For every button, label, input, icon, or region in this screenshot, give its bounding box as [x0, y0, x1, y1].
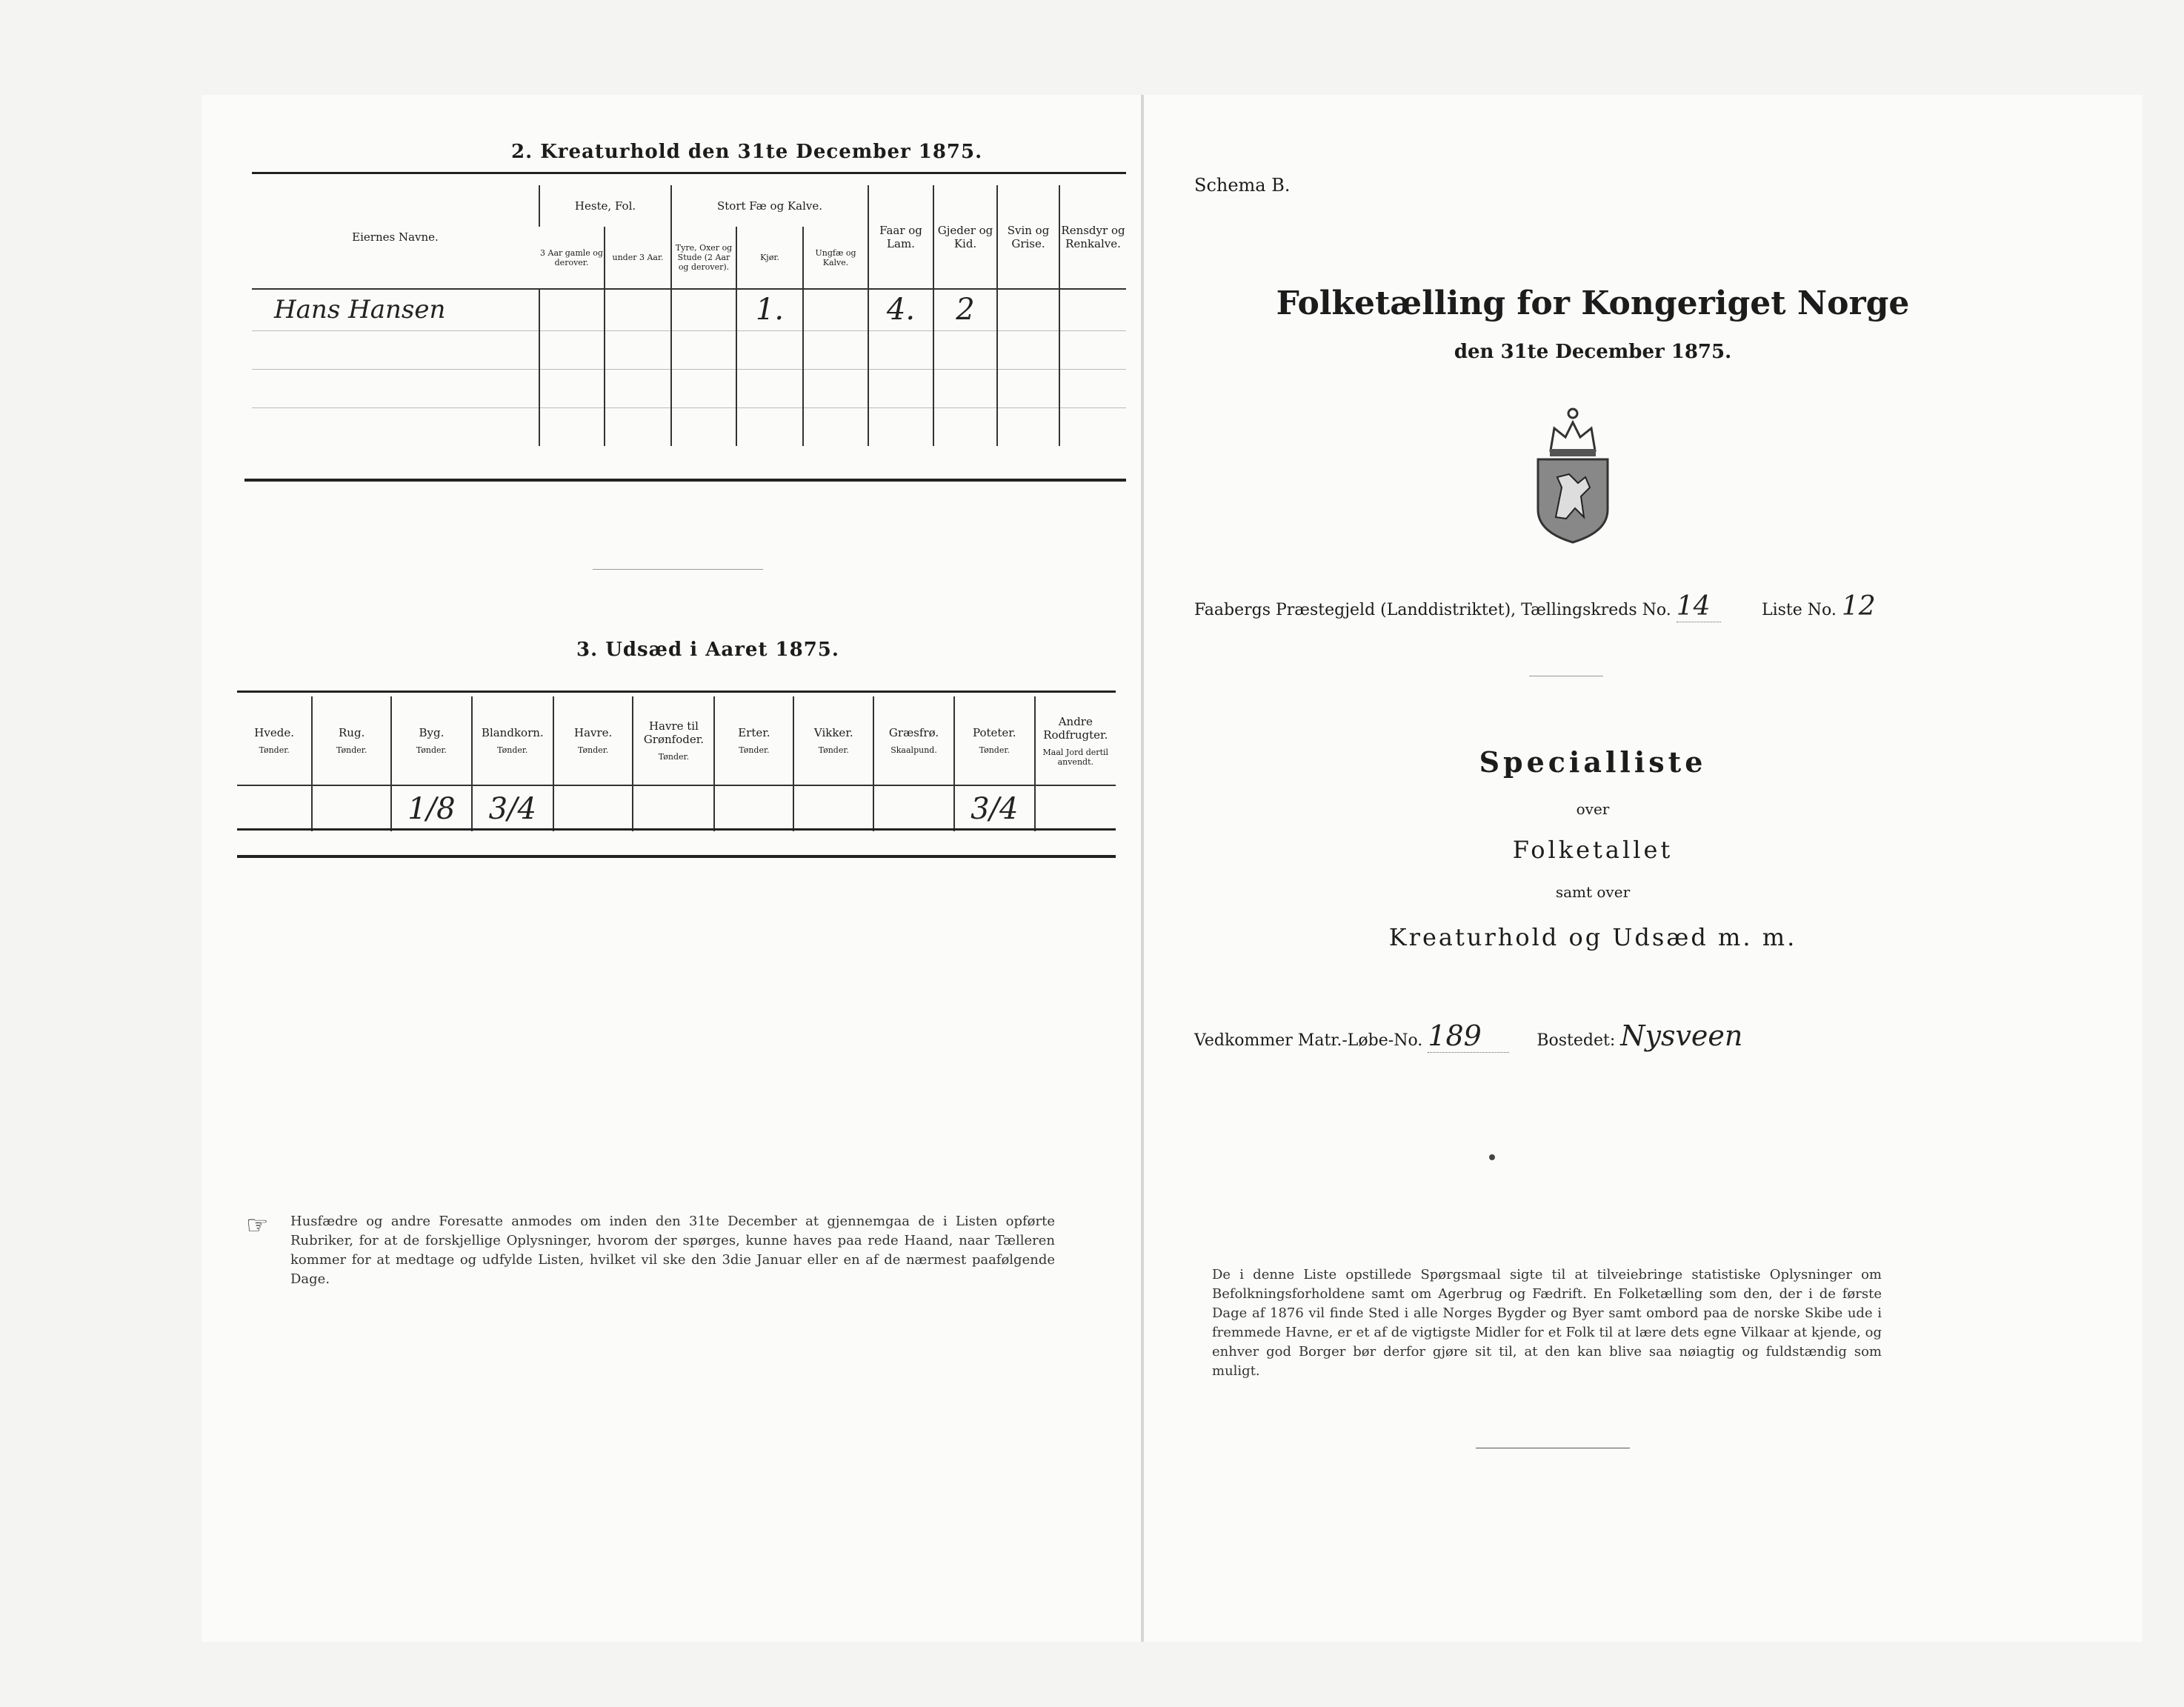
seed-crop-name: Erter.: [738, 726, 770, 739]
seed-crop-name: Poteter.: [972, 726, 1016, 739]
seed-value-1: [312, 785, 391, 831]
matr-number: 189: [1428, 1019, 1509, 1053]
seed-value-5: [633, 785, 714, 831]
matr-line: [1194, 1019, 1768, 1053]
seed-unit: Tønder.: [578, 745, 609, 755]
seed-crop-name: Hvede.: [254, 726, 294, 739]
seed-header-6: [714, 696, 793, 785]
main-title: Folketælling for Kongeriget Norge: [1276, 284, 1910, 322]
rensdyr-header: Rensdyr og Renkalve.: [1059, 185, 1126, 289]
over-text: over: [1576, 800, 1610, 818]
seed-table: [237, 696, 1116, 831]
list-label: Liste No.: [1762, 601, 1837, 619]
table3-mid-rule: [237, 828, 1116, 831]
gjeder-header: Gjeder og Kid.: [933, 185, 997, 289]
seed-header-1: [312, 696, 391, 785]
seed-header-9: [954, 696, 1035, 785]
census-date: den 31te December 1875.: [1454, 341, 1732, 363]
seed-value-8: [873, 785, 954, 831]
seed-crop-name: Andre Rodfrugter.: [1043, 714, 1108, 742]
kreaturhold-text: Kreaturhold og Udsæd m. m.: [1388, 923, 1797, 951]
right-page: [1142, 95, 2143, 1642]
bosted-value: Nysveen: [1620, 1019, 1743, 1052]
seed-unit: Tønder.: [259, 745, 290, 755]
gjeder-cell: 2: [933, 289, 997, 330]
stort-sub2: Kjør.: [736, 227, 803, 289]
seed-unit: Tønder.: [818, 745, 849, 755]
heste-header: Heste, Fol.: [539, 185, 671, 227]
list-line: [1762, 591, 1894, 622]
livestock-table: [252, 185, 1126, 446]
bosted-label: Bostedet:: [1537, 1031, 1616, 1050]
kjor-cell: 1.: [736, 289, 803, 330]
coat-of-arms-image: [1532, 406, 1614, 544]
seed-unit: Tønder.: [739, 745, 770, 755]
pointing-hand-icon: ☞: [246, 1211, 269, 1240]
separator-1: [593, 569, 763, 570]
seed-crop-name: Havre til Grønfoder.: [643, 719, 705, 746]
stortfae-header: Stort Fæ og Kalve.: [671, 185, 868, 227]
seed-value-0: [237, 785, 312, 831]
seed-unit: Skaalpund.: [890, 745, 937, 755]
seed-value-6: [714, 785, 793, 831]
table3-bottom-rule: [237, 855, 1116, 858]
seed-header-5: [633, 696, 714, 785]
table2-bottom-rule: [244, 479, 1126, 482]
seed-unit: Tønder.: [979, 745, 1010, 755]
district-line: [1194, 591, 1721, 622]
table2-top-rule: [252, 172, 1126, 174]
seed-crop-name: Græsfrø.: [888, 726, 939, 739]
seed-unit: Maal Jord dertil anvendt.: [1042, 747, 1109, 767]
seed-header-7: [793, 696, 873, 785]
folketallet-text: Folketallet: [1512, 836, 1674, 864]
seed-value-10: [1035, 785, 1116, 831]
seed-unit: Tønder.: [658, 752, 690, 762]
svin-header: Svin og Grise.: [997, 185, 1059, 289]
seed-header-8: [873, 696, 954, 785]
section3-title: 3. Udsæd i Aaret 1875.: [576, 639, 839, 661]
seed-crop-name: Havre.: [574, 726, 613, 739]
footnote: Husfædre og andre Foresatte anmodes om inden den 31te December at gjennemgaa de i Listen opførte Rubriker, for at de forskjellige Oplysninger, hvorom der spørges, kunne haves paa rede Haand, naar Tælleren kommer for at medtage og udfylde Listen, hvilket vil ske den 3die Januar eller en af de nærmest paafølgende Dage.: [290, 1214, 1055, 1287]
seed-value-3: 3/4: [472, 785, 553, 831]
seed-header-10: [1035, 696, 1116, 785]
section2-title: 2. Kreaturhold den 31te December 1875.: [511, 141, 983, 163]
samt-over-text: samt over: [1555, 883, 1631, 901]
seed-header-3: [472, 696, 553, 785]
stort-sub3: Ungfæ og Kalve.: [803, 227, 868, 289]
seed-value-9: 3/4: [954, 785, 1035, 831]
page-fold: [1141, 95, 1144, 1642]
seed-value-2: 1/8: [391, 785, 472, 831]
matr-label: Vedkommer Matr.-Løbe-No.: [1194, 1031, 1423, 1050]
list-number: 12: [1841, 591, 1876, 622]
seed-unit: Tønder.: [336, 745, 367, 755]
district-label: Faabergs Præstegjeld (Landdistriktet), Tællingskreds No.: [1194, 601, 1671, 619]
seed-unit: Tønder.: [497, 745, 528, 755]
table3-top-rule: [237, 691, 1116, 693]
seed-header-2: [391, 696, 472, 785]
owner-cell: Hans Hansen: [274, 295, 446, 325]
seed-value-4: [553, 785, 633, 831]
seed-value-7: [793, 785, 873, 831]
owner-header: Eiernes Navne.: [352, 230, 439, 244]
right-note: De i denne Liste opstillede Spørgsmaal sigte til at tilveiebringe statistiske Oplysninger om Befolkningsforholdene samt om Agerbrug og Fædrift. En Folketælling som den, der i de første Dage af 1876 vil finde Sted i alle Norges Bygder og Byer samt ombord paa de norske Skibe ude i fremmede Havne, er et af de vigtigste Midler for et Folk til at lære dets egne Vilkaar at kjende, og enhver god Borger bør derfor gjøre sit til, at den kan blive saa nøiagtig og fuldstændig som muligt.: [1212, 1267, 1882, 1379]
seed-crop-name: Blandkorn.: [481, 726, 544, 739]
heste-sub2: under 3 Aar.: [605, 227, 671, 289]
seed-crop-name: Byg.: [419, 726, 445, 739]
seed-header-4: [553, 696, 633, 785]
seed-header-0: [237, 696, 312, 785]
faar-header: Faar og Lam.: [868, 185, 933, 289]
dot-mark: [1489, 1154, 1495, 1160]
seed-crop-name: Vikker.: [813, 726, 853, 739]
specialliste-title: Specialliste: [1479, 745, 1707, 779]
heste-sub1: 3 Aar gamle og derover.: [540, 247, 603, 267]
seed-crop-name: Rug.: [339, 726, 365, 739]
schema-label: Schema B.: [1194, 175, 1291, 196]
faar-cell: 4.: [868, 289, 933, 330]
seed-unit: Tønder.: [416, 745, 447, 755]
stort-sub1: Tyre, Oxer og Stude (2 Aar og derover).: [671, 227, 736, 289]
district-number: 14: [1677, 591, 1721, 622]
